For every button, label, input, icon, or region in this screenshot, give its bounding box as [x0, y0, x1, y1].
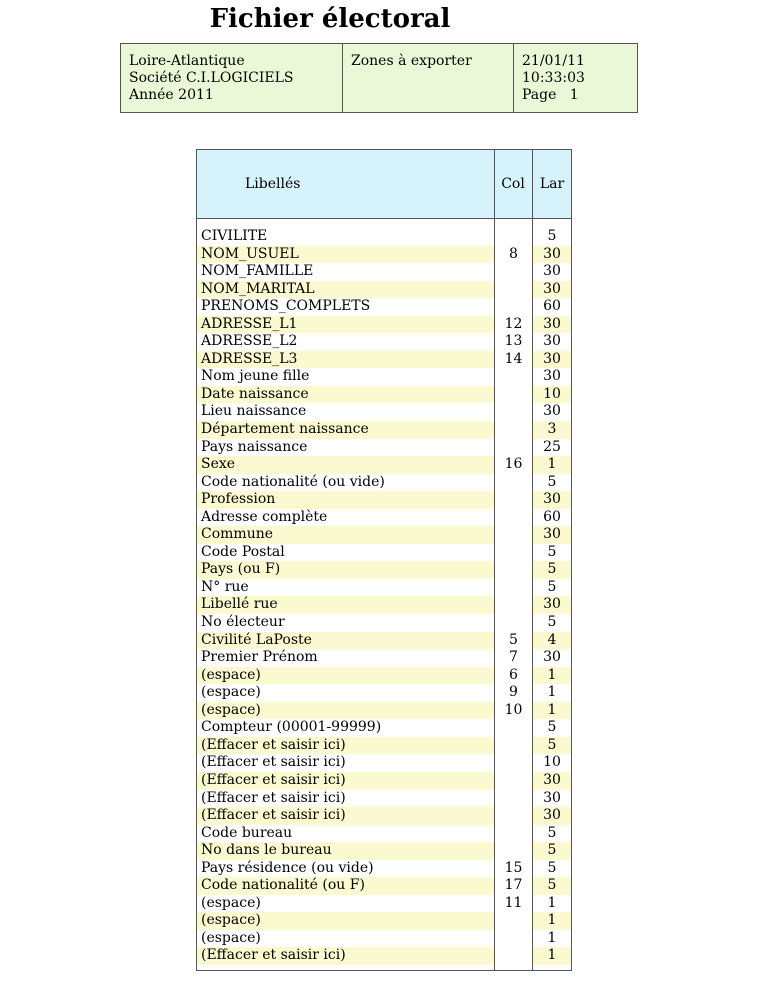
field-width: 30 — [543, 403, 561, 420]
table-row — [197, 877, 571, 895]
field-width: 30 — [543, 368, 561, 385]
field-width: 4 — [533, 632, 571, 650]
field-column: 15 — [504, 859, 523, 876]
field-label: ADRESSE_L3 — [197, 351, 494, 369]
table-row — [197, 947, 571, 965]
table-row — [197, 421, 571, 439]
field-width: 5 — [547, 614, 557, 631]
field-width: 5 — [547, 473, 557, 490]
table-row — [197, 632, 571, 650]
field-label: Département naissance — [197, 421, 494, 439]
table-row — [197, 772, 571, 790]
field-label: Pays résidence (ou vide) — [201, 859, 374, 876]
field-column: 6 — [509, 666, 518, 683]
field-width: 1 — [533, 702, 571, 720]
field-width: 30 — [543, 649, 561, 666]
table-row — [197, 667, 571, 685]
field-label: Pays (ou F) — [197, 561, 494, 579]
field-width: 25 — [543, 438, 561, 455]
table-row — [197, 684, 571, 702]
field-width: 5 — [547, 578, 557, 595]
field-label: NOM_MARITAL — [197, 281, 494, 299]
field-width: 60 — [543, 298, 561, 315]
table-row — [197, 912, 571, 930]
field-label: Sexe — [197, 456, 494, 474]
field-label: Code Postal — [201, 543, 285, 560]
field-width: 30 — [533, 807, 571, 825]
table-row — [197, 579, 571, 597]
field-width: 1 — [533, 456, 571, 474]
field-label: (Effacer et saisir ici) — [197, 737, 494, 755]
field-width: 5 — [533, 737, 571, 755]
header-time: 10:33:03 — [522, 70, 585, 86]
header-year: Année 2011 — [129, 87, 214, 103]
field-width: 30 — [533, 246, 571, 264]
field-label: Civilité LaPoste — [197, 632, 494, 650]
field-width: 30 — [533, 491, 571, 509]
field-width: 30 — [533, 772, 571, 790]
header-subject — [343, 44, 514, 112]
field-label: (Effacer et saisir ici) — [201, 789, 346, 806]
table-row — [197, 456, 571, 474]
column-header-libelles: Libellés — [245, 176, 301, 192]
table-row — [197, 930, 571, 948]
field-width: 1 — [547, 929, 557, 946]
table-row — [197, 298, 571, 316]
table-row — [197, 544, 571, 562]
table-row — [197, 561, 571, 579]
field-column: 7 — [509, 649, 518, 666]
field-label: NOM_USUEL — [197, 246, 494, 264]
header-region: Loire-Atlantique — [129, 53, 245, 69]
field-width: 5 — [547, 228, 557, 244]
field-width: 30 — [543, 263, 561, 280]
table-row — [197, 351, 571, 369]
field-label: Profession — [197, 491, 494, 509]
field-width: 30 — [533, 526, 571, 544]
field-width: 30 — [533, 596, 571, 614]
field-label: Lieu naissance — [201, 403, 307, 420]
page-title: Fichier électoral — [209, 4, 451, 34]
table-header — [197, 150, 571, 219]
table-row — [197, 263, 571, 281]
field-column: 17 — [504, 877, 523, 894]
field-label: Libellé rue — [197, 596, 494, 614]
field-label: (espace) — [201, 929, 261, 946]
table-row — [197, 403, 571, 421]
table-row — [197, 474, 571, 492]
field-column: 10 — [504, 701, 523, 718]
fields-table — [196, 149, 572, 971]
table-row — [197, 754, 571, 772]
table-row — [197, 649, 571, 667]
field-width: 5 — [533, 877, 571, 895]
table-row — [197, 842, 571, 860]
field-label: (espace) — [201, 684, 261, 701]
field-label: NOM_FAMILLE — [201, 263, 314, 280]
table-row — [197, 860, 571, 878]
field-label: Code nationalité (ou F) — [197, 877, 494, 895]
table-row — [197, 316, 571, 334]
field-label: (espace) — [201, 894, 261, 911]
table-row — [197, 386, 571, 404]
field-width: 30 — [543, 789, 561, 806]
field-width: 30 — [533, 281, 571, 299]
field-label: ADRESSE_L2 — [201, 333, 298, 350]
field-label: (espace) — [197, 912, 494, 930]
field-width: 3 — [533, 421, 571, 439]
table-row — [197, 246, 571, 264]
field-label: Commune — [197, 526, 494, 544]
field-label: Pays naissance — [201, 438, 308, 455]
field-label: ADRESSE_L1 — [197, 316, 494, 334]
field-label: Nom jeune fille — [201, 368, 310, 385]
table-row — [197, 719, 571, 737]
field-label: PRENOMS_COMPLETS — [201, 298, 371, 315]
field-label: No dans le bureau — [197, 842, 494, 860]
table-row — [197, 281, 571, 299]
field-label: (espace) — [197, 667, 494, 685]
field-label: No électeur — [201, 614, 285, 631]
table-row — [197, 825, 571, 843]
field-column: 5 — [509, 631, 518, 648]
header-subject-text: Zones à exporter — [351, 53, 472, 69]
field-label: Premier Prénom — [201, 649, 318, 666]
field-label: Compteur (00001-99999) — [201, 719, 382, 736]
table-row — [197, 509, 571, 527]
field-column: 11 — [504, 894, 523, 911]
field-column: 13 — [504, 333, 523, 350]
table-row — [197, 439, 571, 457]
field-label: Code nationalité (ou vide) — [201, 473, 385, 490]
table-row — [197, 368, 571, 386]
field-width: 1 — [547, 684, 557, 701]
table-row — [197, 807, 571, 825]
table-body — [197, 228, 571, 965]
table-row — [197, 702, 571, 720]
table-row — [197, 790, 571, 808]
table-row — [197, 228, 571, 246]
field-width: 5 — [547, 719, 557, 736]
field-label: Adresse complète — [201, 508, 328, 525]
field-column: 14 — [504, 350, 523, 367]
column-header-lar: Lar — [539, 176, 565, 192]
field-label: Code bureau — [201, 824, 293, 841]
table-row — [197, 737, 571, 755]
header-page: Page 1 — [522, 87, 579, 103]
field-width: 30 — [533, 351, 571, 369]
field-label: (Effacer et saisir ici) — [197, 947, 494, 965]
field-label: N° rue — [201, 578, 249, 595]
table-row — [197, 895, 571, 913]
field-width: 5 — [533, 561, 571, 579]
field-column: 16 — [504, 456, 523, 473]
field-width: 1 — [547, 894, 557, 911]
table-row — [197, 491, 571, 509]
field-column: 8 — [509, 245, 518, 262]
field-width: 5 — [547, 543, 557, 560]
field-width: 5 — [547, 859, 557, 876]
field-width: 30 — [533, 316, 571, 334]
header-organization — [121, 44, 343, 112]
field-label: (Effacer et saisir ici) — [197, 772, 494, 790]
field-width: 30 — [543, 333, 561, 350]
field-label: (espace) — [197, 702, 494, 720]
report-header — [120, 43, 638, 113]
field-label: CIVILITE — [201, 228, 268, 244]
field-column: 12 — [504, 315, 523, 332]
table-row — [197, 526, 571, 544]
field-width: 10 — [533, 386, 571, 404]
field-label: (Effacer et saisir ici) — [197, 807, 494, 825]
field-width: 5 — [547, 824, 557, 841]
field-column: 9 — [509, 684, 518, 701]
header-date: 21/01/11 — [522, 53, 585, 69]
field-label: Date naissance — [197, 386, 494, 404]
table-row — [197, 333, 571, 351]
field-label: (Effacer et saisir ici) — [201, 754, 346, 771]
field-width: 1 — [533, 947, 571, 965]
header-company: Société C.I.LOGICIELS — [129, 70, 294, 86]
field-width: 5 — [533, 842, 571, 860]
header-meta — [514, 44, 639, 112]
field-width: 10 — [543, 754, 561, 771]
table-row — [197, 614, 571, 632]
field-width: 60 — [543, 508, 561, 525]
field-width: 1 — [533, 912, 571, 930]
table-row — [197, 596, 571, 614]
column-header-col: Col — [501, 176, 525, 192]
field-width: 1 — [533, 667, 571, 685]
